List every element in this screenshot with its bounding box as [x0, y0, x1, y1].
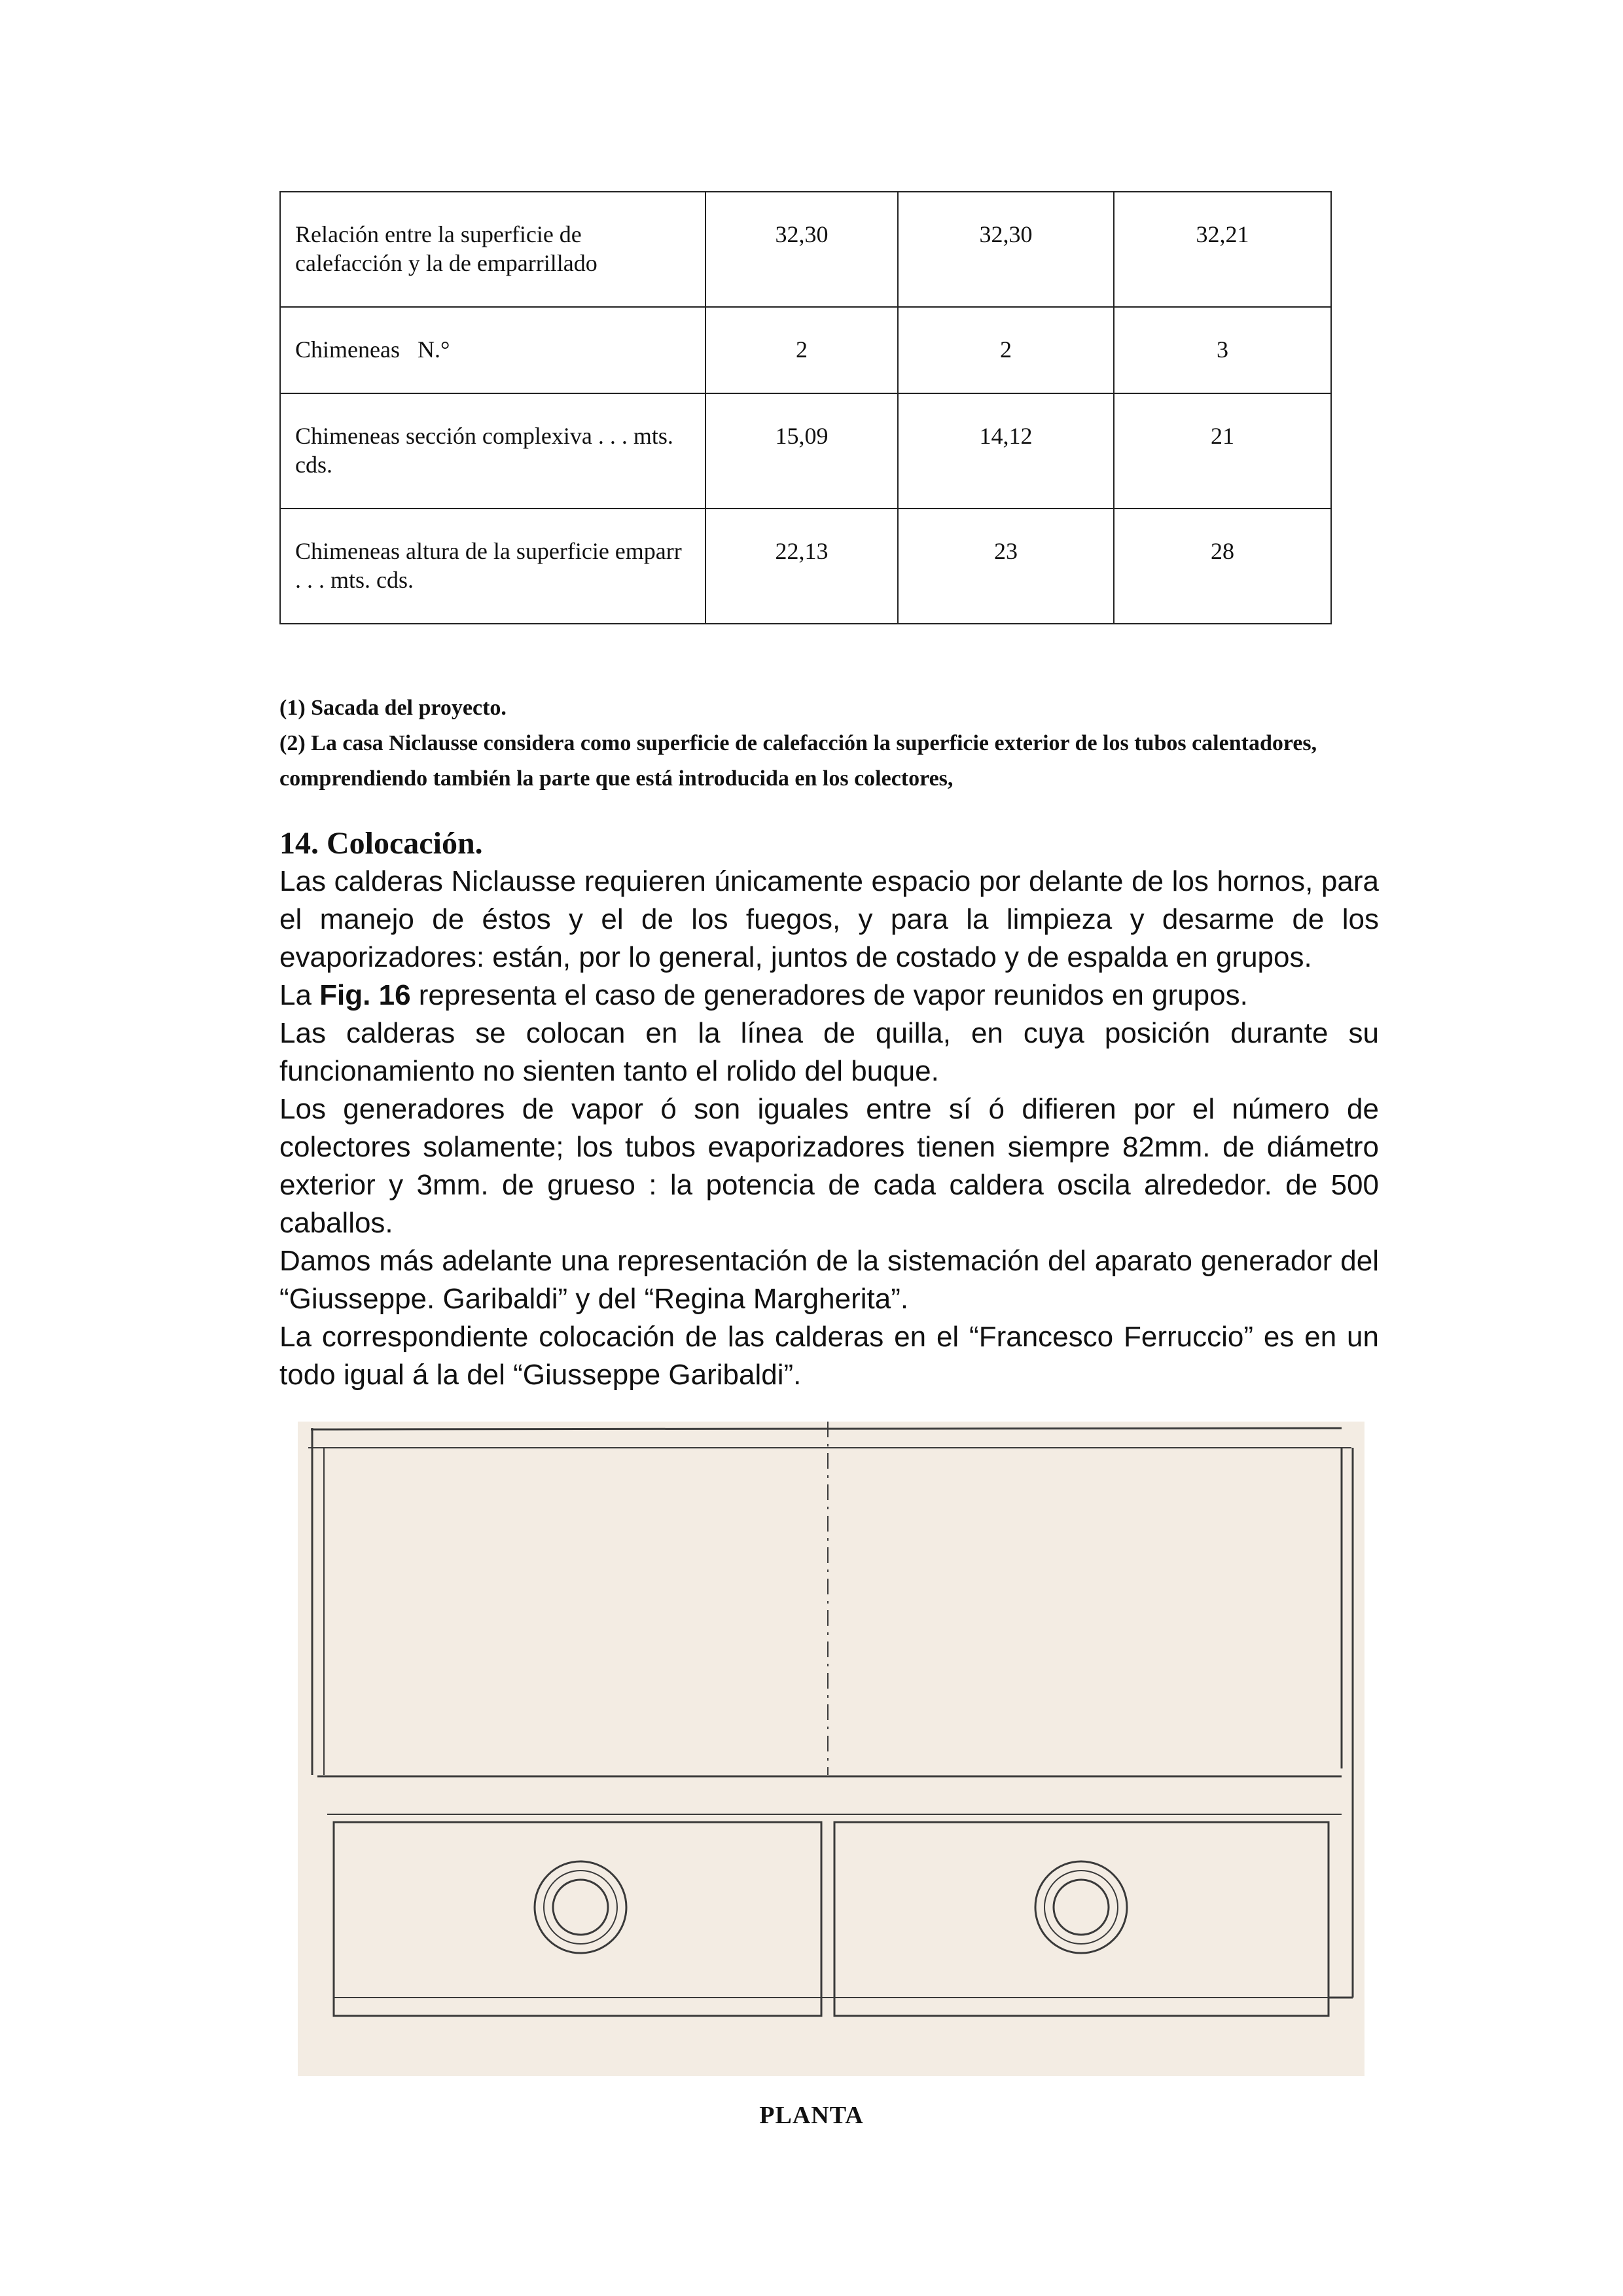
cell-value: 23 — [898, 509, 1114, 624]
paragraph: Las calderas se colocan en la línea de quilla, en cuya posición durante su funcionamiento no sienten tanto el rolido del buque. — [279, 1017, 1379, 1087]
section-heading: 14. Colocación. — [279, 826, 483, 861]
cell-value: 32,30 — [898, 192, 1114, 307]
footnote-2: (2) La casa Niclausse considera como superficie de calefacción la superficie exterior de los tubos calentadores, comprendiendo también la parte que está introducida en los colectores, — [279, 731, 1317, 791]
table-row — [280, 192, 1331, 307]
cell-value: 2 — [898, 307, 1114, 393]
text-run: La — [279, 979, 320, 1011]
paragraph: Damos más adelante una representación de la sistemación del aparato generador del “Giusseppe. Garibaldi” y del “Regina Margherita”. — [279, 1245, 1379, 1315]
cell-value: 21 — [1114, 393, 1331, 509]
right-boiler-box — [834, 1822, 1329, 2016]
plan-drawing-svg — [298, 1422, 1364, 2076]
paragraph: La correspondiente colocación de las calderas en el “Francesco Ferruccio” es en un todo igual á la del “Giusseppe Garibaldi”. — [279, 1321, 1379, 1391]
left-boiler-box — [334, 1822, 821, 2016]
footnotes — [279, 691, 1330, 797]
row-label: Chimeneas N.° — [280, 307, 705, 393]
text-run: representa el caso de generadores de vapor reunidos en grupos. — [410, 979, 1248, 1011]
cell-value: 2 — [705, 307, 898, 393]
cell-value: 28 — [1114, 509, 1331, 624]
right-boiler-middle-ring — [1044, 1871, 1118, 1944]
boiler-plan-drawing — [298, 1422, 1364, 2076]
cell-value: 15,09 — [705, 393, 898, 509]
left-boiler-inner-ring — [553, 1880, 608, 1935]
row-label: Chimeneas altura de la superficie emparr . . . mts. cds. — [280, 509, 705, 624]
row-label: Chimeneas sección complexiva . . . mts. cds. — [280, 393, 705, 509]
table-row — [280, 509, 1331, 624]
boiler-data-table — [279, 191, 1332, 624]
cell-value: 32,21 — [1114, 192, 1331, 307]
figure-reference: Fig. 16 — [319, 979, 411, 1011]
figure-caption: PLANTA — [759, 2102, 864, 2129]
left-boiler-middle-ring — [544, 1871, 617, 1944]
cell-value: 3 — [1114, 307, 1331, 393]
left-boiler-outer-ring — [535, 1861, 626, 1953]
cell-value: 32,30 — [705, 192, 898, 307]
paragraph: Los generadores de vapor ó son iguales entre sí ó difieren por el número de colectores solamente; los tubos evaporizadores tienen siempre 82mm. de diámetro exterior y 3mm. de grueso : la potencia de cada caldera oscila alrededor. de 500 caballos. — [279, 1093, 1379, 1239]
cell-value: 14,12 — [898, 393, 1114, 509]
section-colocacion — [279, 826, 1379, 1394]
table-row — [280, 393, 1331, 509]
paragraph-fig-reference — [279, 977, 1379, 1014]
frame-top-line — [311, 1428, 1342, 1429]
table-row — [280, 307, 1331, 393]
paragraph: Las calderas Niclausse requieren únicamente espacio por delante de los hornos, para el manejo de éstos y el de los fuegos, y para la limpieza y desarme de los evaporizadores: están, por lo general, juntos de costado y de espalda en grupos. — [279, 865, 1379, 973]
right-boiler-inner-ring — [1054, 1880, 1109, 1935]
row-label: Relación entre la superficie de calefacción y la de emparrillado — [280, 192, 705, 307]
footnote-1: (1) Sacada del proyecto. — [279, 696, 507, 720]
cell-value: 22,13 — [705, 509, 898, 624]
right-boiler-outer-ring — [1035, 1861, 1127, 1953]
